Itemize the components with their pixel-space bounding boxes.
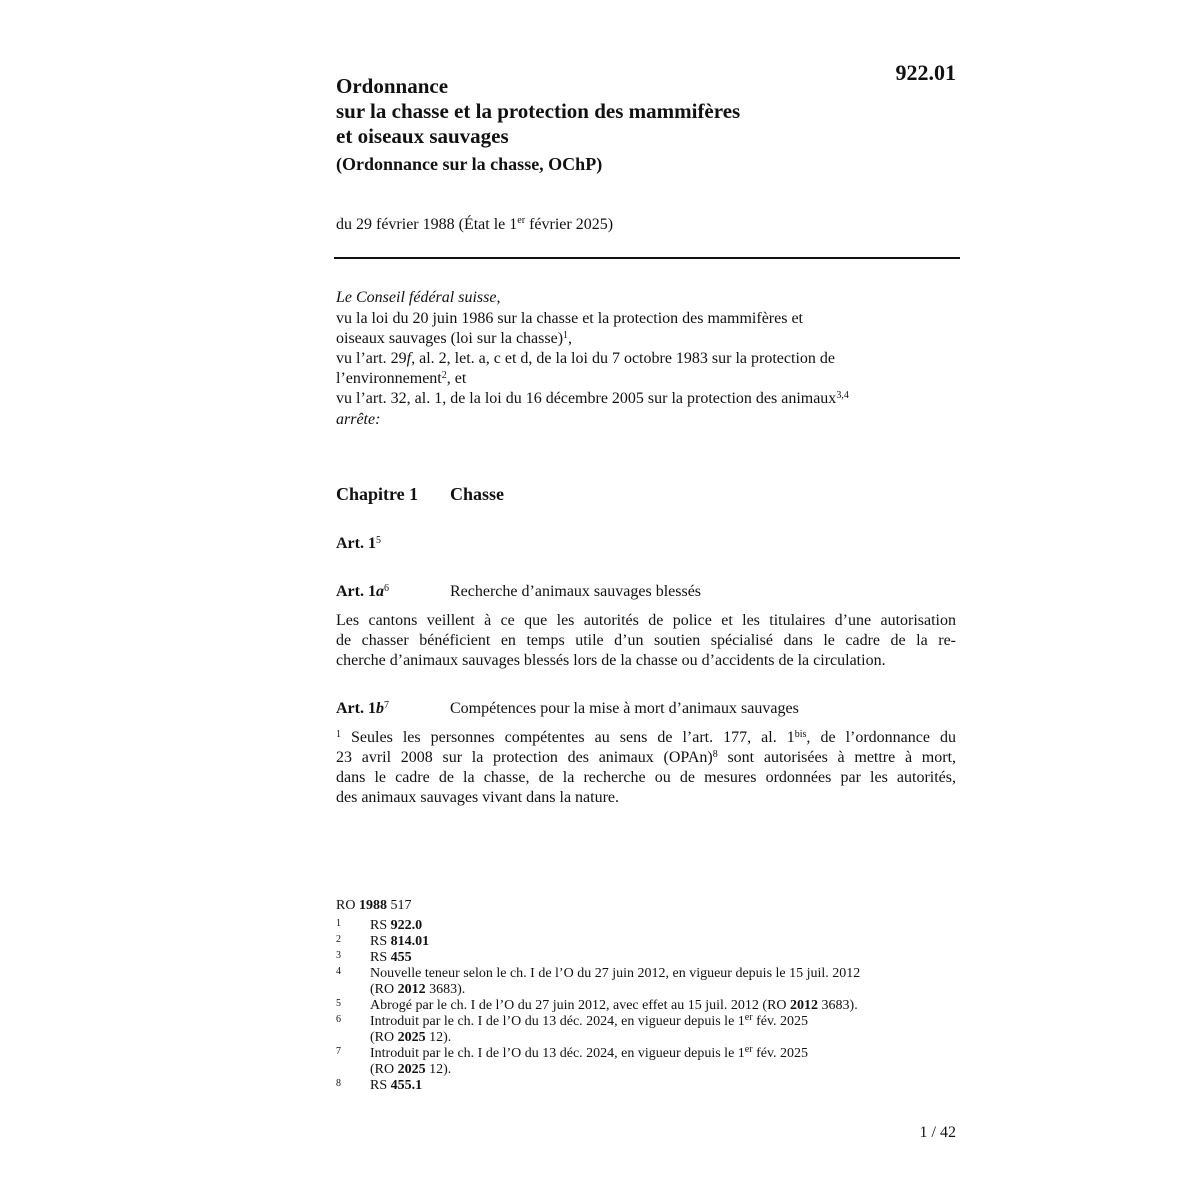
preamble-text: , [568, 330, 573, 347]
footnote [336, 1078, 956, 1094]
article-body [336, 728, 956, 808]
date-prefix: du 29 février 1988 (État le 1 [336, 216, 518, 233]
footnote-prefix: RS [370, 950, 391, 965]
footnote [336, 1014, 956, 1046]
body-line [336, 748, 956, 768]
preamble-text: , al. 2, let. a, c et d, de la loi du 7 octobre 1983 sur la protection de [411, 350, 835, 367]
footnote-ref[interactable]: 7 [383, 700, 389, 711]
footnote-bold: 2025 [397, 1062, 426, 1077]
footnote-text [370, 1046, 956, 1062]
footnote-text-part: (RO [370, 982, 398, 997]
article-number [336, 583, 450, 601]
footnote-text [370, 1078, 422, 1093]
footnote-number: 1 [336, 918, 341, 929]
preamble-line [336, 389, 956, 409]
footnote-bold: 922.0 [390, 918, 423, 933]
body-line: Les cantons veillent à ce que les autorités de police et les titulaires d’une autorisation [336, 612, 956, 629]
short-title: (Ordonnance sur la chasse, OChP) [336, 154, 603, 174]
footnote-text-part: 12). [425, 1062, 452, 1077]
footnote-bold: 2025 [397, 1030, 426, 1045]
footnote-prefix: RS [370, 934, 391, 949]
preamble-text: oiseaux sauvages (loi sur la chasse) [336, 330, 564, 347]
article-heading [336, 700, 799, 718]
footnote-bold: 2012 [397, 982, 426, 997]
article-number [336, 700, 450, 718]
body-text: Seules les personnes compétentes au sens de l’art. 177, al. 1 [341, 729, 795, 746]
footnote-ref[interactable]: 8 [712, 749, 718, 760]
article-title: Compétences pour la mise à mort d’animaux sauvages [450, 700, 799, 717]
footnote-text [370, 934, 429, 949]
footnote-bold: 455 [390, 950, 412, 965]
footnote-text: Nouvelle teneur selon le ch. I de l’O du 27 juin 2012, en vigueur depuis le 15 juil. 2012 [370, 966, 861, 981]
page-number: 1 / 42 [919, 1124, 956, 1141]
footnote [336, 966, 956, 998]
footnote-text [370, 1030, 956, 1046]
preamble-text: l’environnement [336, 370, 442, 387]
footnote-text-part: 3683). [818, 998, 858, 1013]
article-label: Art. 1 [336, 535, 376, 552]
date-line [336, 216, 613, 234]
footnote-text [370, 950, 412, 965]
footnote-text-part: fév. 2025 [752, 1046, 809, 1061]
title-line: et oiseaux sauvages [336, 124, 509, 148]
footnote-text-part: Abrogé par le ch. I de l’O du 27 juin 2012, avec effet au 15 juil. 2012 (RO [370, 998, 791, 1013]
footnote-number: 7 [336, 1046, 341, 1057]
footnote-text-part: Introduit par le ch. I de l’O du 13 déc. 2024, en vigueur depuis le 1 [370, 1046, 745, 1061]
footnote-bold: 455.1 [390, 1078, 423, 1093]
footnote-bold: 814.01 [390, 934, 430, 949]
footnote-number: 4 [336, 966, 341, 977]
date-superscript: er [517, 215, 526, 226]
footnote-text-part: 12). [425, 1030, 452, 1045]
footnote-superscript: er [744, 1012, 753, 1023]
title-line: sur la chasse et la protection des mammifères [336, 99, 741, 123]
article-label: Art. 1 [336, 583, 376, 600]
document-title [336, 74, 866, 149]
footnote [336, 950, 956, 966]
footnote-text [370, 998, 956, 1014]
preamble-line: vu la loi du 20 juin 1986 sur la chasse et la protection des mammifères et [336, 310, 803, 327]
article-heading [336, 583, 701, 601]
preamble-text: vu l’art. 32, al. 1, de la loi du 16 décembre 2005 sur la protection des animaux [336, 390, 837, 407]
footnote-number: 5 [336, 998, 341, 1009]
footnote [336, 998, 956, 1014]
article-label-suffix: b [375, 700, 384, 717]
article-heading [336, 535, 450, 553]
chapter-title: Chasse [450, 484, 505, 504]
article-label-suffix: a [375, 583, 384, 600]
footnote-text-part: 3683). [425, 982, 466, 997]
footnote [336, 918, 956, 934]
preamble-text: , et [446, 370, 467, 387]
body-line: cherche d’animaux sauvages blessés lors de la chasse ou d’accidents de la circulation. [336, 652, 886, 669]
footnotes [336, 918, 956, 1094]
ro-page: 517 [386, 898, 412, 913]
ro-prefix: RO [336, 898, 359, 913]
preamble-text: vu l’art. 29 [336, 350, 407, 367]
footnote-ref[interactable]: 4 [843, 390, 849, 401]
footnote [336, 1046, 956, 1078]
footnote-text-part: fév. 2025 [752, 1014, 809, 1029]
footnote [336, 934, 956, 950]
decree: arrête: [336, 411, 381, 428]
footnote-number: 2 [336, 934, 341, 945]
article-title: Recherche d’animaux sauvages blessés [450, 583, 702, 600]
body-superscript: bis [794, 729, 807, 740]
header-divider [334, 257, 960, 259]
preamble-line [336, 369, 956, 389]
footnote-ref[interactable]: 2 [441, 370, 447, 381]
footnote-text-part: (RO [370, 1030, 398, 1045]
footnote-number: 3 [336, 950, 341, 961]
body-line: dans le cadre de la chasse, de la recherche ou de mesures ordonnées par les autorités, [336, 769, 956, 786]
preamble-text: , [841, 390, 844, 401]
body-line: des animaux sauvages vivant dans la nature. [336, 789, 620, 806]
article-label: Art. 1 [336, 700, 376, 717]
footnote-text-part: (RO [370, 1062, 398, 1077]
title-line: Ordonnance [336, 74, 449, 98]
chapter-heading [336, 484, 504, 505]
sr-number: 922.01 [895, 60, 956, 85]
footnote-ref[interactable]: 1 [563, 330, 569, 341]
footnote-bold: 2012 [790, 998, 819, 1013]
preamble [336, 288, 956, 430]
article-number [336, 535, 450, 553]
preamble-italic: f [406, 350, 412, 367]
preamble-line [336, 329, 956, 349]
footnote-number: 8 [336, 1078, 341, 1089]
body-line: de chasser bénéficient en temps utile d’un soutien spécialisé dans le cadre de la re- [336, 632, 956, 649]
footnote-ref[interactable]: 3 [836, 390, 842, 401]
paragraph-number: 1 [336, 729, 341, 740]
footnote-prefix: RS [370, 918, 391, 933]
preamble-line [336, 349, 956, 369]
footnote-superscript: er [744, 1044, 753, 1055]
footnote-number: 6 [336, 1014, 341, 1025]
footnote-prefix: RS [370, 1078, 391, 1093]
footnote-text [370, 1014, 956, 1030]
footnote-text [370, 918, 422, 933]
article-body [336, 611, 956, 671]
chapter-number: Chapitre 1 [336, 484, 419, 504]
body-text: sont autorisées à mettre à mort, [717, 749, 957, 766]
footnote-text [370, 982, 956, 998]
ro-year: 1988 [358, 898, 387, 913]
issuer: Le Conseil fédéral suisse, [336, 289, 501, 306]
footnote-ref[interactable]: 6 [383, 583, 389, 594]
body-text: , de l’ordonnance du [806, 729, 957, 746]
body-line [336, 728, 956, 748]
footnote-ref[interactable]: 5 [375, 535, 381, 546]
date-suffix: février 2025) [525, 216, 614, 233]
footnote-text-part: Introduit par le ch. I de l’O du 13 déc. 2024, en vigueur depuis le 1 [370, 1014, 745, 1029]
body-text: 23 avril 2008 sur la protection des animaux (OPAn) [336, 749, 713, 766]
footnote-text [370, 1062, 956, 1078]
ro-reference [336, 898, 411, 914]
